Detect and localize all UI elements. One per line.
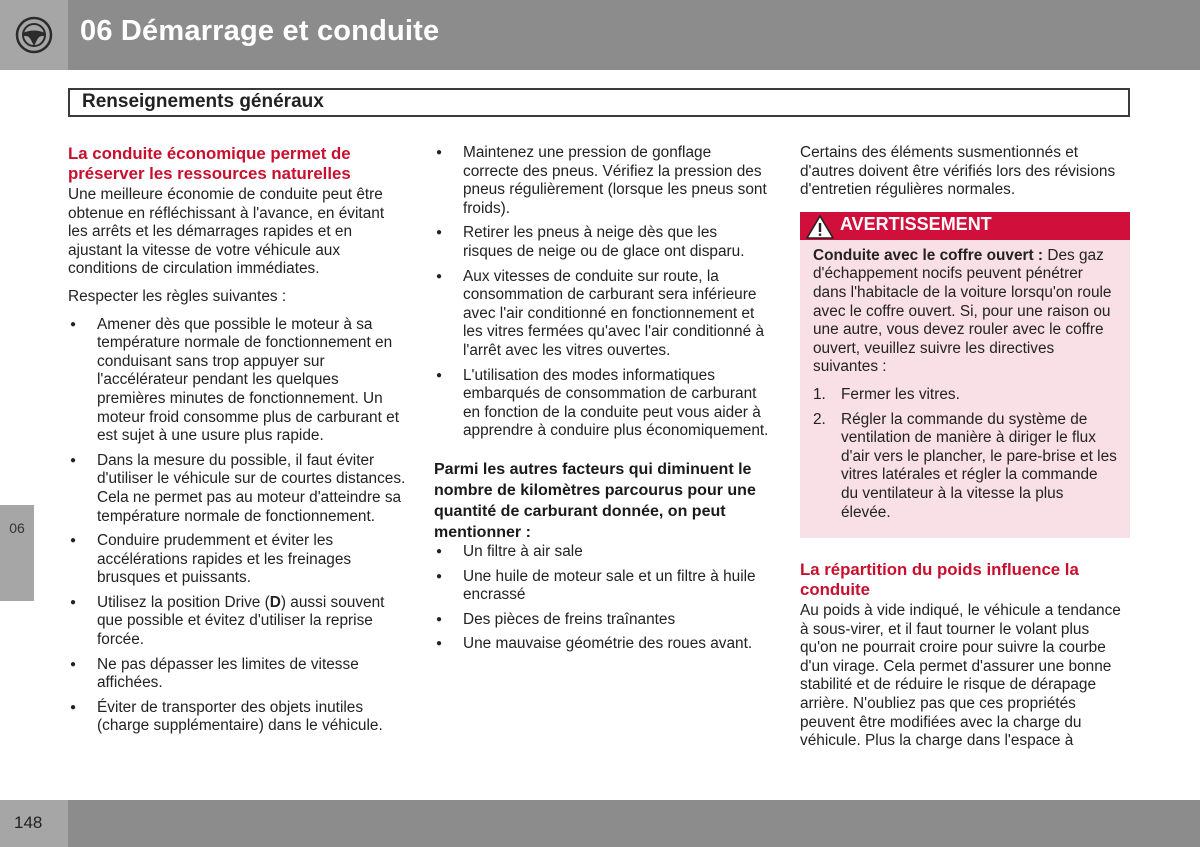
other-factors-heading: Parmi les autres facteurs qui diminuent le nombre de kilomètres parcourus pour une quantité de carburant donnée, on peut mentionner : [434, 460, 756, 541]
column-2 [434, 144, 769, 660]
list-item: ● L'utilisation des modes informatiques embarqués de consommation de carburant en fonction de la conduite peut vous aider à apprendre à conduire plus économiquement. [434, 367, 769, 441]
column-3 [800, 144, 1130, 760]
warning-lead [813, 247, 1117, 377]
chapter-title: 06 Démarrage et conduite [80, 15, 440, 47]
warning-triangle-icon [805, 214, 835, 240]
chapter-header [0, 0, 1200, 70]
step-text: Fermer les vitres. [841, 385, 960, 403]
column-1 [68, 144, 406, 742]
eco-driving-heading-line2: préserver les ressources naturelles [68, 164, 351, 183]
maintenance-note: Certains des éléments susmentionnés et d'autres doivent être vérifiés lors des révisions d'entretien régulières normales. [800, 144, 1116, 199]
steering-wheel-icon [15, 16, 53, 54]
warning-header [800, 212, 1130, 240]
warning-lead-bold: Conduite avec le coffre ouvert : [813, 246, 1044, 264]
list-item: ● Ne pas dépasser les limites de vitesse affichées. [68, 656, 406, 693]
list-item: ● Un filtre à air sale [434, 543, 769, 562]
eco-driving-intro: Une meilleure économie de conduite peut être obtenue en réfléchissant à l'avance, en évitant les arrêts et les démarrages rapides et en ajustant la vitesse de votre véhicule aux conditions de circulation immédiates. [68, 186, 385, 278]
list-item: ● Des pièces de freins traînantes [434, 611, 769, 630]
weight-distribution-heading: La répartition du poids influence la conduite [800, 560, 1079, 600]
side-tab-number: 06 [9, 520, 25, 536]
list-item [68, 594, 406, 650]
warning-steps [813, 386, 1117, 522]
list-item: ● Éviter de transporter des objets inutiles (charge supplémentaire) dans le véhicule. [68, 699, 406, 736]
page-footer [0, 800, 1200, 847]
eco-driving-heading-line1: La conduite économique permet de [68, 144, 351, 163]
list-item: ● Maintenez une pression de gonflage correcte des pneus. Vérifiez la pression des pneus régulièrement (lorsque les pneus sont froids). [434, 144, 769, 218]
list-item: ● Dans la mesure du possible, il faut éviter d'utiliser le véhicule sur de courtes distances. Cela ne permet pas au moteur d'atteindre sa température normale de fonctionnement. [68, 452, 406, 526]
list-item [813, 386, 1117, 405]
weight-distribution-text: Au poids à vide indiqué, le véhicule a tendance à sous-virer, et il faut tourner le volant plus qu'on ne pourrait croire pour suivre la courbe d'un virage. Cela permet d'assurer une bonne stabilité et de réduire le risque de dérapage arrière. N'oubliez pas que ces propriétés peuvent être modifiées avec la charge du véhicule. Plus la charge dans l'espace à [800, 602, 1121, 750]
warning-label: AVERTISSEMENT [840, 213, 992, 234]
step-number: 2. [813, 410, 826, 428]
list-item: ● Une mauvaise géométrie des roues avant. [434, 635, 769, 654]
rules-intro: Respecter les règles suivantes : [68, 287, 287, 305]
section-title-box [68, 88, 1130, 117]
drive-letter: D [269, 593, 281, 611]
drive-text-after: ) aussi souvent que possible et évitez d'utiliser la reprise forcée. [97, 593, 385, 649]
rules-list [68, 316, 406, 736]
warning-lead-text: Des gaz d'échappement nocifs peuvent pénétrer dans l'habitacle de la voiture lorsqu'on roule avec le coffre ouvert. Si, pour une raison ou une autre, vous devez rouler avec le coffre ouvert, veuillez suivre les directives suivantes : [813, 246, 1112, 376]
warning-body [800, 240, 1130, 538]
section-title: Renseignements généraux [82, 91, 324, 112]
eco-driving-heading [68, 144, 406, 184]
footer-number-block [0, 800, 68, 847]
tips-list [434, 144, 769, 441]
step-number: 1. [813, 385, 826, 403]
step-text: Régler la commande du système de ventilation de manière à diriger le flux d'air vers le plancher, le pare-brise et les vitres latérales et régler la commande du ventilateur à la vitesse la plus élevée. [841, 410, 1117, 521]
list-item: ● Retirer les pneus à neige dès que les risques de neige ou de glace ont disparu. [434, 224, 769, 261]
page-number: 148 [14, 813, 43, 832]
chapter-side-tab [0, 505, 34, 601]
list-item: ● Une huile de moteur sale et un filtre à huile encrassé [434, 568, 769, 605]
list-item: ● Aux vitesses de conduite sur route, la consommation de carburant sera inférieure avec l'air conditionné en fonctionnement et les vitres fermées qu'avec l'air conditionné à l'arrêt avec les vitres ouvertes. [434, 268, 769, 361]
list-item [813, 411, 1117, 523]
list-item: ● Amener dès que possible le moteur à sa température normale de fonctionnement en conduisant sans trop appuyer sur l'accélérateur pendant les quelques premières minutes de fonctionnement. Un moteur froid consomme plus de carburant et est sujet à une usure plus rapide. [68, 316, 406, 446]
header-icon-block [0, 0, 68, 70]
factors-list [434, 543, 769, 654]
list-item: ● Conduire prudemment et éviter les accélérations rapides et les freinages brusques et puissants. [68, 532, 406, 588]
drive-text-before: Utilisez la position Drive ( [97, 593, 270, 611]
